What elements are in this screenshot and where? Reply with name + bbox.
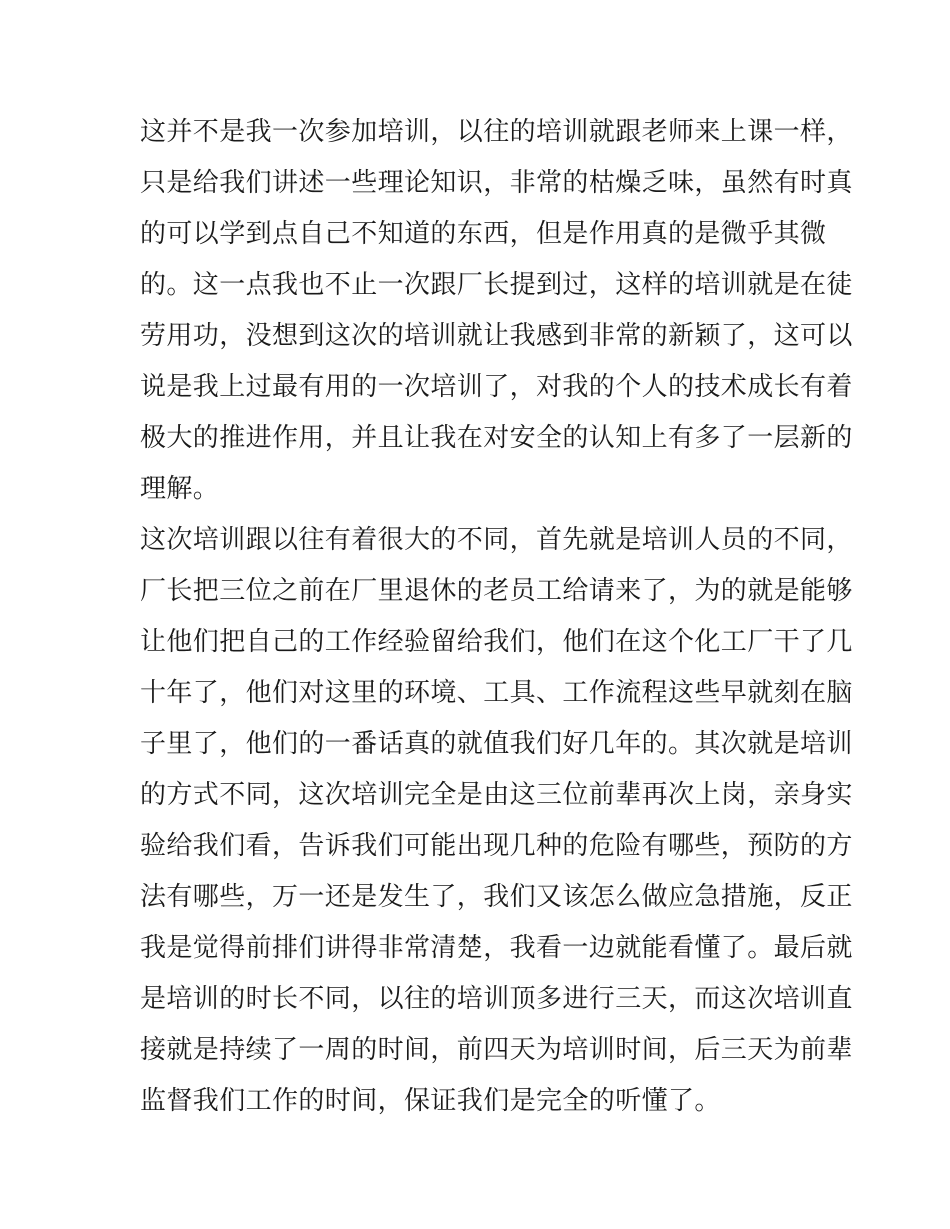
- paragraph-1: [140, 107, 853, 515]
- text-line: 说是我上过最有用的一次培训了，对我的个人的技术成长有着: [140, 372, 853, 402]
- text-line: 法有哪些，万一还是发生了，我们又该怎么做应急措施，反正: [140, 882, 853, 912]
- text-line: 劳用功，没想到这次的培训就让我感到非常的新颖了，这可以: [140, 321, 853, 351]
- text-line: 的方式不同，这次培训完全是由这三位前辈再次上岗，亲身实: [140, 780, 853, 810]
- text-line: 子里了，他们的一番话真的就值我们好几年的。其次就是培训: [140, 729, 853, 759]
- text-line: 十年了，他们对这里的环境、工具、工作流程这些早就刻在脑: [140, 678, 853, 708]
- text-line: 这次培训跟以往有着很大的不同，首先就是培训人员的不同，: [140, 525, 853, 555]
- text-line: 厂长把三位之前在厂里退休的老员工给请来了，为的就是能够: [140, 576, 853, 606]
- text-line: 的。这一点我也不止一次跟厂长提到过，这样的培训就是在徒: [140, 270, 853, 300]
- text-line: 的可以学到点自己不知道的东西，但是作用真的是微乎其微: [140, 219, 827, 249]
- text-line: 让他们把自己的工作经验留给我们，他们在这个化工厂干了几: [140, 627, 853, 657]
- text-line: 只是给我们讲述一些理论知识，非常的枯燥乏味，虽然有时真: [140, 168, 853, 198]
- text-line: 接就是持续了一周的时间，前四天为培训时间，后三天为前辈: [140, 1035, 853, 1065]
- text-line: 极大的推进作用，并且让我在对安全的认知上有多了一层新的: [140, 423, 853, 453]
- paragraph-2: [140, 515, 853, 1127]
- text-line: 验给我们看，告诉我们可能出现几种的危险有哪些，预防的方: [140, 831, 853, 861]
- text-line: 是培训的时长不同，以往的培训顶多进行三天，而这次培训直: [140, 984, 853, 1014]
- text-line: 我是觉得前排们讲得非常清楚，我看一边就能看懂了。最后就: [140, 933, 853, 963]
- text-line: 理解。: [140, 474, 220, 504]
- document-body: [140, 107, 853, 1127]
- text-line: 监督我们工作的时间，保证我们是完全的听懂了。: [140, 1086, 721, 1116]
- text-line: 这并不是我一次参加培训，以往的培训就跟老师来上课一样，: [140, 117, 853, 147]
